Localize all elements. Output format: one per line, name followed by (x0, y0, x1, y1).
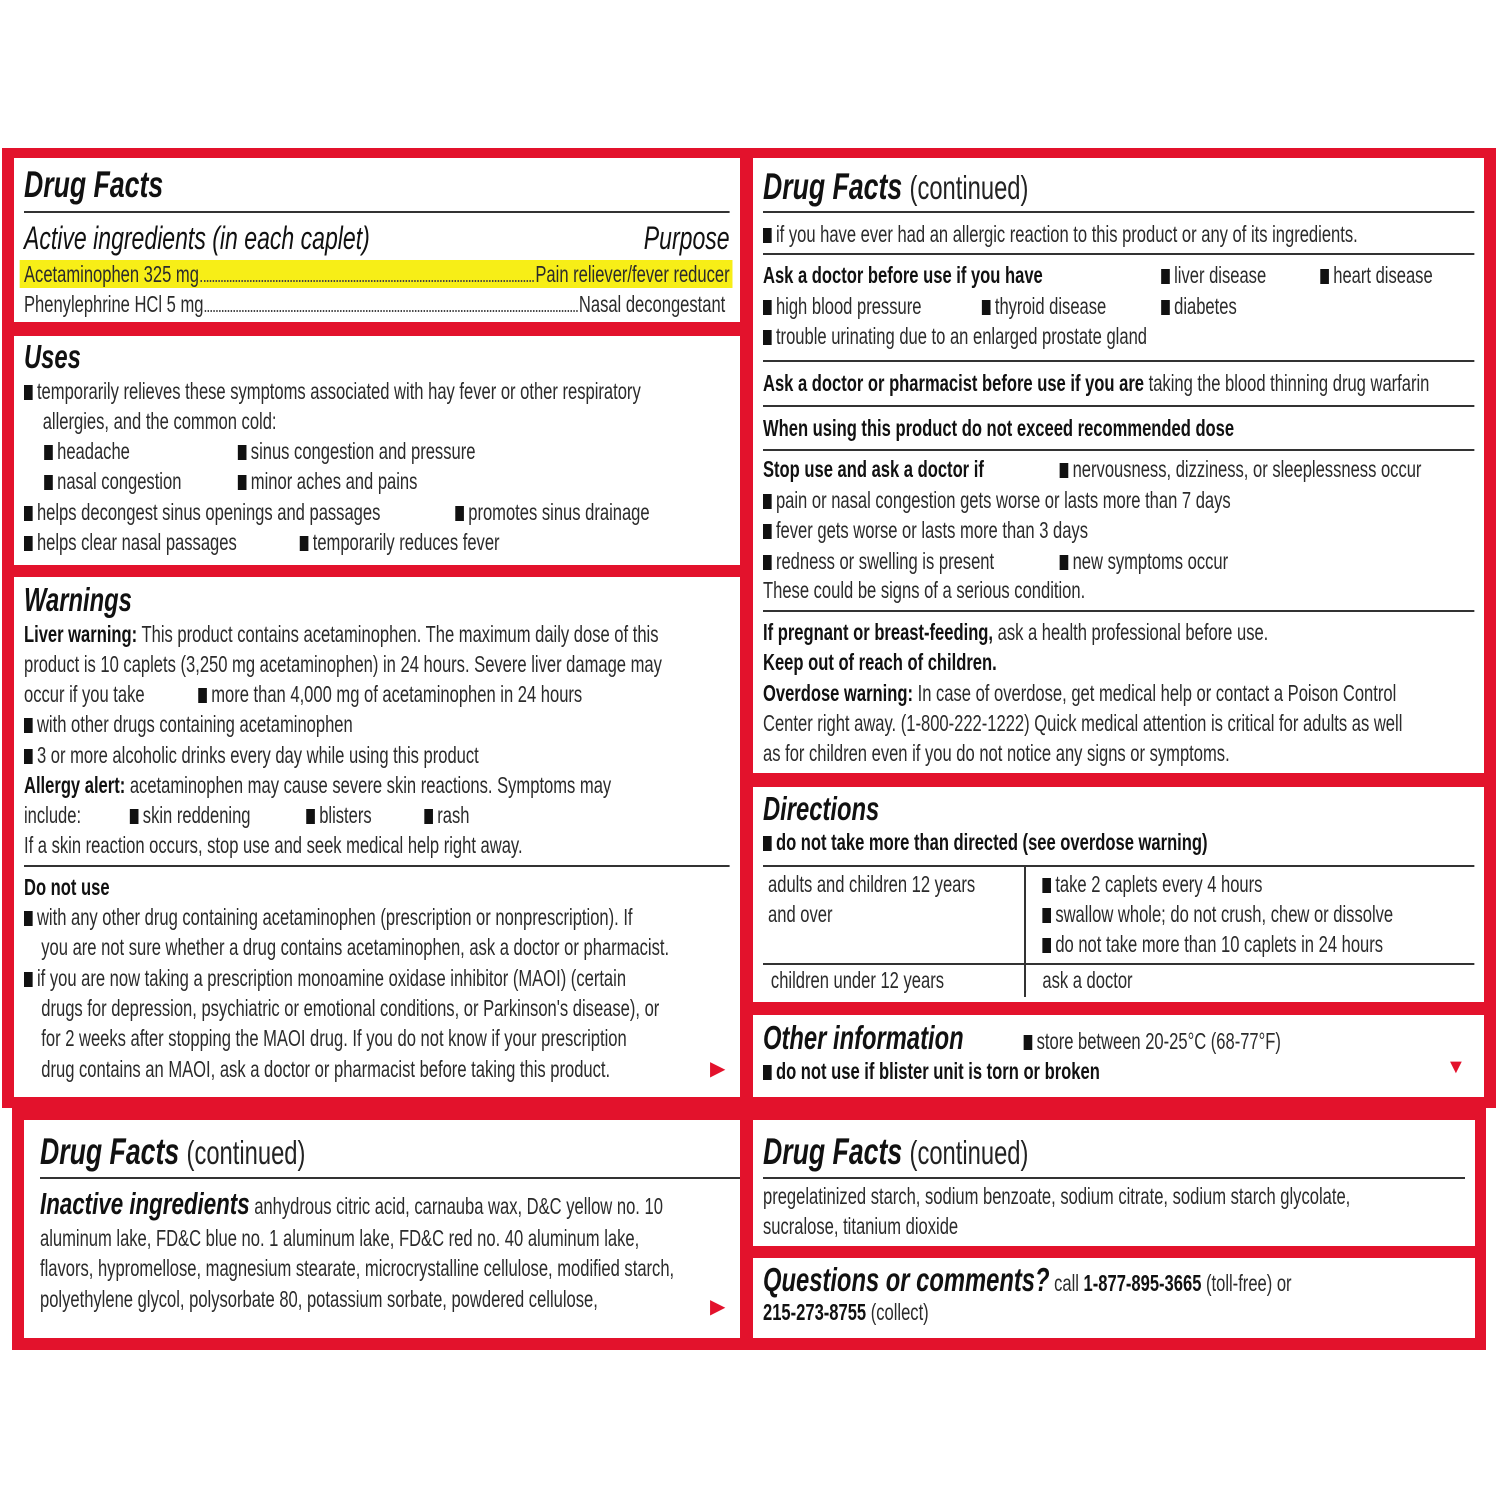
bullet-icon (24, 911, 33, 926)
ingredient-text: flavors, hypromellose, magnesium stearate, microcrystalline cellulose, modified starch, (40, 1255, 675, 1281)
ingredient-row (20, 260, 733, 288)
use-item: temporarily relieves these symptoms associated with hay fever or other respiratory (36, 378, 641, 404)
condition-item: diabetes (1174, 293, 1237, 319)
bullet-icon (238, 475, 247, 490)
bullet-icon (198, 688, 207, 703)
uses-title: Uses (24, 338, 81, 375)
warning-text: These could be signs of a serious condition. (763, 577, 1086, 603)
bullet-icon (1042, 908, 1051, 923)
stop-item: redness or swelling is present (775, 548, 995, 574)
dosage-item: take 2 caplets every 4 hours (1055, 871, 1263, 897)
continue-arrow-icon: ▶ (710, 1296, 726, 1318)
divider (24, 865, 730, 867)
bullet-icon (44, 445, 53, 460)
bullet-icon (24, 972, 33, 987)
ingredient-purpose: Pain reliever/fever reducer (535, 261, 730, 287)
bullet-icon (24, 718, 33, 733)
bullet-icon (24, 385, 33, 400)
bullet-icon (24, 536, 33, 551)
warning-item: more than 4,000 mg of acetaminophen in 24 hours (211, 681, 583, 707)
warning-item: with any other drug containing acetaminophen (prescription or nonprescription). If (36, 904, 633, 930)
bullet-icon (763, 300, 772, 315)
purpose-heading: Purpose (643, 220, 730, 256)
bullet-icon (44, 475, 53, 490)
bullet-icon (763, 555, 772, 570)
continue-arrow-icon: ▼ (1446, 1056, 1466, 1078)
bullet-icon (1320, 269, 1329, 284)
bullet-icon (24, 506, 33, 521)
bullet-icon (238, 445, 247, 460)
warning-text: include: (24, 802, 82, 828)
warning-text: In case of overdose, get medical help or contact a Poison Control (917, 680, 1397, 706)
warning-item: if you have ever had an allergic reaction to this product or any of its ingredients. (775, 221, 1358, 247)
questions-label: Questions or comments? (763, 1261, 1050, 1298)
ingredient-name: Acetaminophen 325 mg (24, 261, 199, 287)
ask-doctor-label: Ask a doctor before use if you have (763, 262, 1043, 288)
bullet-icon (1161, 269, 1170, 284)
ingredient-name: Phenylephrine HCl 5 mg (24, 291, 204, 317)
drug-facts-continued-title: Drug Facts (continued) (40, 1131, 306, 1172)
divider (763, 211, 1474, 213)
bullet-icon (1060, 463, 1069, 478)
collect-phone: 215-273-8755 (763, 1299, 867, 1325)
ingredient-purpose: Nasal decongestant (578, 291, 726, 317)
other-information-panel (753, 1015, 1484, 1097)
pregnancy-label: If pregnant or breast-feeding, (763, 619, 994, 645)
warning-item: if you are now taking a prescription monoamine oxidase inhibitor (MAOI) (certain (36, 965, 627, 991)
bullet-icon (455, 506, 464, 521)
warning-text: If a skin reaction occurs, stop use and seek medical help right away. (24, 832, 523, 858)
liver-warning-label: Liver warning: (24, 621, 138, 647)
warning-item-cont: drug contains an MAOI, ask a doctor or pharmacist before taking this product. (41, 1056, 611, 1082)
keep-out-of-reach: Keep out of reach of children. (763, 649, 997, 675)
bullet-icon (1161, 300, 1170, 315)
warning-text: Center right away. (1-800-222-1222) Quick medical attention is critical for adults as well (763, 710, 1403, 736)
allergy-alert-label: Allergy alert: (24, 772, 126, 798)
bullet-icon (763, 228, 772, 243)
ingredient-text: sucralose, titanium dioxide (763, 1213, 959, 1239)
inactive-ingredients-panel (24, 1120, 740, 1338)
symptom: nasal congestion (57, 468, 182, 494)
condition-item: high blood pressure (775, 293, 922, 319)
bullet-icon (763, 494, 772, 509)
bullet-icon (300, 536, 309, 551)
bullet-icon (982, 300, 991, 315)
dosage-item: do not take more than 10 caplets in 24 hours (1055, 931, 1384, 957)
ingredient-text: polyethylene glycol, polysorbate 80, potassium sorbate, powdered cellulose, (40, 1286, 598, 1312)
warning-text: product is 10 caplets (3,250 mg acetaminophen) in 24 hours. Severe liver damage may (24, 651, 662, 677)
overdose-warning-label: Overdose warning: (763, 680, 913, 706)
bullet-icon (763, 836, 772, 851)
do-not-use-heading: Do not use (24, 874, 110, 900)
warning-item: with other drugs containing acetaminophen (36, 711, 353, 737)
symptom: headache (57, 438, 130, 464)
ask-pharmacist-label: Ask a doctor or pharmacist before use if you are (763, 370, 1145, 396)
continue-arrow-icon: ▶ (710, 1058, 726, 1080)
reaction-item: blisters (319, 802, 372, 828)
bullet-icon (763, 524, 772, 539)
bullet-icon (1024, 1035, 1033, 1050)
bullet-icon (306, 809, 315, 824)
directions-note: do not take more than directed (see overdose warning) (775, 829, 1208, 855)
bullet-icon (1042, 938, 1051, 953)
warning-item: 3 or more alcoholic drinks every day while using this product (36, 742, 479, 768)
condition-item: trouble urinating due to an enlarged prostate gland (775, 323, 1147, 349)
dosage-item: swallow whole; do not crush, chew or dissolve (1055, 901, 1394, 927)
drug-facts-title: Drug Facts (24, 164, 164, 205)
divider (763, 865, 1474, 867)
warning-text: ask a health professional before use. (997, 619, 1269, 645)
directions-title: Directions (763, 790, 880, 827)
other-information-title: Other information (763, 1019, 964, 1056)
stop-item: fever gets worse or lasts more than 3 days (775, 517, 1088, 543)
reaction-item: rash (437, 802, 470, 828)
warning-text: taking the blood thinning drug warfarin (1148, 370, 1430, 396)
bullet-icon (130, 809, 139, 824)
dosage-item: ask a doctor (1042, 967, 1133, 993)
age-group-label: children under 12 years (770, 967, 944, 993)
use-item-cont: allergies, and the common cold: (42, 408, 277, 434)
drug-facts-continued-title: Drug Facts (continued) (763, 166, 1029, 207)
bullet-icon (763, 1065, 772, 1080)
questions-panel: Questions or comments? call 1-877-895-3665 (toll-free) or 215-273-8755 (collect) (753, 1258, 1475, 1338)
divider (24, 211, 730, 213)
divider (763, 360, 1474, 362)
bullet-icon (763, 330, 772, 345)
storage-info: store between 20-25°C (68-77°F) (1036, 1028, 1281, 1054)
use-item: helps decongest sinus openings and passages (36, 499, 381, 525)
ingredient-text: aluminum lake, FD&C blue no. 1 aluminum lake, FD&C red no. 40 aluminum lake, (40, 1225, 640, 1251)
warning-text: occur if you take (24, 681, 145, 707)
warning-text: This product contains acetaminophen. The maximum daily dose of this (141, 621, 659, 647)
bullet-icon (1060, 555, 1069, 570)
use-item: helps clear nasal passages (36, 529, 237, 555)
divider (40, 1177, 740, 1179)
table-divider (1024, 866, 1026, 997)
use-item: temporarily reduces fever (312, 529, 500, 555)
drug-facts-continued-panel-2 (753, 1120, 1475, 1246)
symptom: sinus congestion and pressure (250, 438, 476, 464)
drug-facts-continued-title: Drug Facts (continued) (763, 1131, 1029, 1172)
stop-item: pain or nasal congestion gets worse or lasts more than 7 days (775, 487, 1231, 513)
age-group-label: and over (768, 901, 833, 927)
active-ingredients-panel (14, 158, 740, 322)
divider (763, 1177, 1465, 1179)
toll-free-phone: 1-877-895-3665 (1083, 1270, 1202, 1296)
warning-item-cont: drugs for depression, psychiatric or emotional conditions, or Parkinson's disease), or (41, 995, 660, 1021)
warning-text: as for children even if you do not notice any signs or symptoms. (763, 740, 1230, 766)
when-using-heading: When using this product do not exceed recommended dose (763, 415, 1235, 441)
condition-item: liver disease (1174, 262, 1267, 288)
uses-panel (14, 336, 740, 565)
use-item: promotes sinus drainage (468, 499, 650, 525)
reaction-item: skin reddening (142, 802, 251, 828)
divider (763, 449, 1474, 451)
warning-text: acetaminophen may cause severe skin reactions. Symptoms may (129, 772, 612, 798)
active-ingredients-heading: Active ingredients (in each caplet) (24, 220, 370, 256)
inactive-ingredients-label: Inactive ingredients (40, 1186, 250, 1221)
blister-info: do not use if blister unit is torn or broken (775, 1058, 1100, 1084)
warning-item-cont: you are not sure whether a drug contains acetaminophen, ask a doctor or pharmacist. (41, 934, 670, 960)
warning-item-cont: for 2 weeks after stopping the MAOI drug. If you do not know if your prescription (41, 1025, 627, 1051)
directions-panel (753, 787, 1484, 1002)
divider (763, 253, 1474, 255)
divider (763, 610, 1474, 612)
bullet-icon (1042, 878, 1051, 893)
drug-facts-continued-panel (753, 158, 1484, 773)
divider (763, 405, 1474, 407)
condition-item: heart disease (1333, 262, 1433, 288)
stop-use-label: Stop use and ask a doctor if (763, 456, 984, 482)
symptom: minor aches and pains (250, 468, 418, 494)
ingredient-text: anhydrous citric acid, carnauba wax, D&C yellow no. 10 (254, 1193, 663, 1219)
warnings-panel (14, 577, 740, 1097)
ingredient-row (24, 289, 725, 319)
bullet-icon (424, 809, 433, 824)
stop-item: new symptoms occur (1072, 548, 1229, 574)
bullet-icon (24, 749, 33, 764)
age-group-label: adults and children 12 years (768, 871, 976, 897)
stop-item: nervousness, dizziness, or sleeplessness occur (1072, 456, 1422, 482)
condition-item: thyroid disease (994, 293, 1107, 319)
ingredient-text: pregelatinized starch, sodium benzoate, sodium citrate, sodium starch glycolate, (763, 1183, 1351, 1209)
warnings-title: Warnings (24, 581, 132, 618)
